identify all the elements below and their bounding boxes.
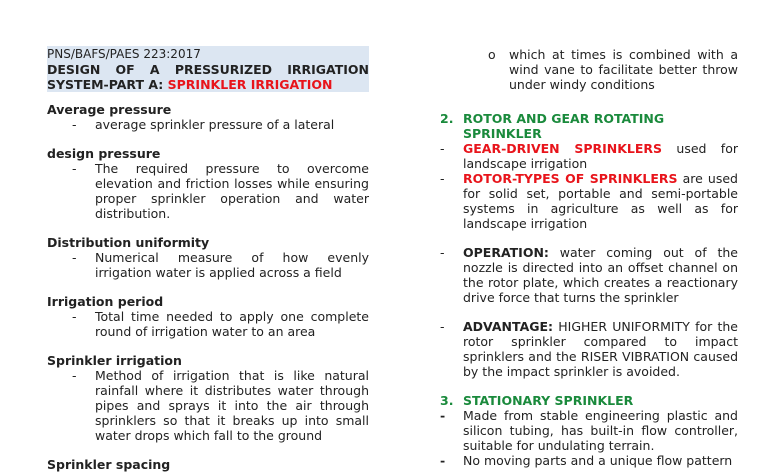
definition-text: average sprinkler pressure of a lateral [95,117,335,132]
dash-marker: - [440,319,445,334]
item-body: used for landscape irrigation [463,141,738,171]
list-item [438,319,738,379]
item-body: HIGHER UNIFORMITY for the rotor sprinkler compared to impact sprinklers and the RISER VIBRATION caused by the impact sprinkler is avoided. [463,319,738,379]
title-line-1 [47,62,369,77]
list-item-text [463,171,738,231]
right-column [438,0,738,468]
term-name: Sprinkler irrigation [47,353,182,368]
term-name: Distribution uniformity [47,235,210,250]
dash-marker: - [72,368,77,383]
dash-marker: - [72,250,77,265]
title-word: DESIGN [47,62,101,77]
list-item [438,171,738,231]
bold-label: OPERATION: [463,245,549,260]
title-word: PRESSURIZED [174,62,272,77]
list-item-text [463,319,738,379]
definition-text: Total time needed to apply one complete round of irrigation water to an area [95,309,369,339]
sub-bullet-text: which at times is combined with a wind vane to facilitate better throw under windy conditions [509,47,738,92]
title-highlight: SPRINKLER IRRIGATION [167,77,333,92]
title-word: A [149,62,160,77]
dash-marker: - [440,245,445,260]
bold-label: ADVANTAGE: [463,319,554,334]
term-definition [47,117,369,132]
document-header [47,46,369,92]
definition-text: Method of irrigation that is like natural rainfall where it distributes water through pipes and sprays it into the air through sprinklers so that it breaks up into small water drops which fall to the ground [95,368,369,443]
spacer [438,231,738,245]
term-definition [47,250,369,280]
list-item [438,408,738,453]
item-body: water coming out of the nozzle is directed into an offset channel on the rotor plate, which creates a reactionary drive force that turns the sprinkler [463,245,738,305]
term-name: design pressure [47,146,161,161]
section-number: 2. [440,111,454,126]
dash-marker: - [440,141,445,156]
dash-marker: - [72,117,77,132]
term-irrigation-period [47,294,369,339]
dash-marker: - [72,161,77,176]
left-column [47,0,369,472]
list-item-text [463,141,738,171]
sub-bullet [438,47,738,92]
definition-text: The required pressure to overcome elevation and friction losses while ensuring proper sprinkler operation and water distribution. [95,161,369,221]
list-item-text [463,245,738,305]
term-average-pressure [47,102,369,132]
term-definition [47,161,369,221]
section-heading-stationary [438,393,738,408]
term-sprinkler-spacing [47,457,369,472]
dash-marker: - [440,171,445,186]
section-number: 3. [440,393,454,408]
section-title: ROTOR AND GEAR ROTATING SPRINKLER [463,111,665,141]
title-word: OF [115,62,135,77]
list-item [438,453,738,468]
circle-bullet-marker: o [488,47,496,62]
title-word: IRRIGATION [287,62,369,77]
term-distribution-uniformity [47,235,369,280]
standard-code: PNS/BAFS/PAES 223:2017 [47,47,201,61]
section-heading-rotor [438,111,738,141]
highlight-term: GEAR-DRIVEN SPRINKLERS [463,141,663,156]
dash-marker: - [440,453,446,468]
term-definition [47,309,369,339]
list-item [438,141,738,171]
dash-marker: - [440,408,446,423]
item-body: are used for solid set, portable and semi-portable systems in agriculture as well as for landscape irrigation [463,171,738,231]
list-item-text: Made from stable engineering plastic and silicon tubing, has built-in flow controller, suitable for undulating terrain. [463,408,738,453]
term-name: Sprinkler spacing [47,457,171,472]
highlight-term: ROTOR-TYPES OF SPRINKLERS [463,171,678,186]
title-line-2 [47,77,369,92]
dash-marker: - [72,309,77,324]
term-name: Irrigation period [47,294,164,309]
term-definition [47,368,369,443]
term-design-pressure [47,146,369,221]
definition-text: Numerical measure of how evenly irrigation water is applied across a field [95,250,369,280]
section-title: STATIONARY SPRINKLER [463,393,634,408]
title-prefix: SYSTEM-PART A: [47,77,168,92]
list-item-text: No moving parts and a unique flow pattern [463,453,733,468]
term-name: Average pressure [47,102,172,117]
term-sprinkler-irrigation [47,353,369,443]
list-item [438,245,738,305]
spacer [438,305,738,319]
